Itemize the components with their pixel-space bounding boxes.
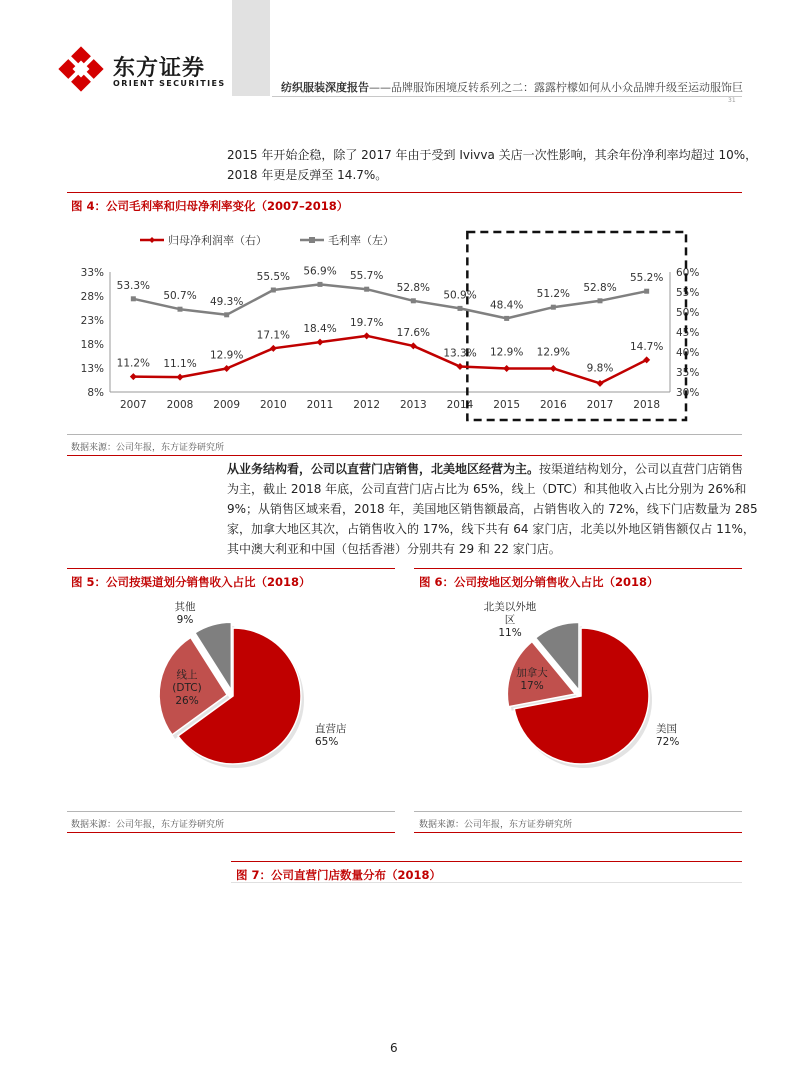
paragraph-line: 家，加拿大地区其次，占销售收入的 17%，线下共有 64 家门店，北美以外地区销售额仅占 11%， — [227, 522, 755, 536]
x-tick-label: 2008 — [166, 399, 194, 411]
right-tick-label: 35% — [676, 367, 700, 379]
left-tick-label: 8% — [87, 387, 104, 399]
pie-label: 17% — [520, 680, 544, 692]
fig6-top-rule — [414, 568, 742, 569]
gross-margin-data-label: 52.8% — [583, 281, 617, 294]
net-margin-point — [363, 332, 370, 339]
brand-name-cn: 东方证券 — [113, 56, 206, 81]
fig5-end-rule — [67, 832, 395, 833]
fig5-bottom-rule — [67, 811, 395, 812]
report-type: 纺织服装深度报告 — [281, 81, 369, 94]
right-tick-label: 45% — [676, 327, 700, 339]
paragraph-lead: 从业务结构看，公司以直营门店销售，北美地区经营为主。 — [227, 462, 540, 476]
gross-margin-point — [364, 287, 369, 292]
net-margin-point — [177, 374, 184, 381]
paragraph-line: 为主，截止 2018 年底，公司直营门店占比为 65%，线上（DTC）和其他收入占比分别为 26%和 — [227, 482, 747, 496]
net-margin-data-label: 13.3% — [443, 347, 477, 360]
fig4-title: 图 4：公司毛利率和归母净利率变化（2007–2018） — [71, 199, 349, 213]
pie-label: 区 — [504, 614, 516, 626]
gross-margin-data-label: 55.5% — [256, 271, 291, 283]
gross-margin-point — [178, 307, 183, 312]
paragraph-line: 2018 年更是反弹至 14.7%。 — [227, 168, 388, 182]
pie-label: 11% — [498, 627, 522, 639]
right-tick-label: 50% — [676, 307, 700, 319]
paragraph-business-structure — [227, 459, 758, 559]
fig5-title: 图 5：公司按渠道划分销售收入占比（2018） — [71, 575, 311, 589]
fig7-sub-rule — [231, 882, 742, 883]
right-tick-label: 60% — [676, 267, 700, 279]
fig5-top-rule — [67, 568, 395, 569]
left-tick-label: 23% — [80, 315, 104, 327]
fig7-top-rule — [231, 861, 742, 862]
gross-margin-data-label: 48.4% — [489, 299, 524, 312]
fig5-source: 数据来源：公司年报，东方证券研究所 — [71, 820, 225, 830]
pie-label: 加拿大 — [516, 667, 548, 679]
paragraph-line: 从业务结构看，公司以直营门店销售，北美地区经营为主。按渠道结构划分，公司以直营门店销售 — [227, 462, 744, 476]
fig6-end-rule — [414, 832, 742, 833]
gross-margin-point — [411, 298, 416, 303]
x-tick-label: 2010 — [259, 399, 287, 411]
pie-label: 美国 — [656, 723, 677, 735]
fig4-end-rule — [67, 455, 742, 456]
x-tick-label: 2011 — [306, 399, 334, 411]
header-divider — [272, 96, 742, 97]
x-tick-label: 2016 — [539, 399, 567, 411]
logo-diamond-icon — [56, 44, 106, 94]
net-margin-point — [550, 365, 557, 372]
gross-margin-data-label: 53.3% — [116, 279, 151, 292]
fig5-pie-chart — [67, 592, 395, 807]
fig6-bottom-rule — [414, 811, 742, 812]
report-subtitle: ——品牌服饰困境反转系列之二：露露柠檬如何从小众品牌升级至运动服饰巨 — [369, 81, 743, 94]
legend-marker — [309, 237, 315, 243]
gross-margin-point — [504, 316, 509, 321]
pie-label: 26% — [175, 695, 199, 707]
gross-margin-point — [318, 282, 323, 287]
x-tick-label: 2009 — [213, 399, 241, 411]
net-margin-point — [503, 365, 510, 372]
x-tick-label: 2012 — [353, 399, 381, 411]
x-tick-label: 2014 — [446, 399, 474, 411]
pie-label: 北美以外地 — [483, 601, 537, 613]
fig4-top-rule — [67, 192, 742, 193]
legend-label: 毛利率（左） — [328, 234, 394, 247]
gross-margin-data-label: 52.8% — [396, 281, 431, 294]
gross-margin-data-label: 50.7% — [163, 290, 197, 303]
fig6-source: 数据来源：公司年报，东方证券研究所 — [419, 820, 573, 830]
net-margin-point — [130, 373, 137, 380]
report-title — [281, 79, 743, 95]
x-tick-label: 2013 — [399, 399, 427, 411]
fig4-source: 数据来源：公司年报，东方证券研究所 — [71, 443, 225, 453]
net-margin-data-label: 12.9% — [536, 346, 571, 359]
gross-margin-data-label: 50.9% — [443, 289, 477, 302]
left-tick-label: 28% — [80, 291, 104, 303]
gross-margin-point — [271, 288, 276, 293]
net-margin-data-label: 9.8% — [586, 362, 614, 375]
pie-label: 其他 — [174, 601, 196, 613]
gross-margin-point — [551, 305, 556, 310]
net-margin-data-label: 17.6% — [396, 326, 431, 339]
header-tiny-number: 31 — [728, 97, 736, 104]
gross-margin-point — [224, 312, 229, 317]
legend-label: 归母净利润率（右） — [168, 234, 267, 247]
net-margin-point — [270, 345, 277, 352]
right-tick-label: 40% — [676, 347, 700, 359]
net-margin-data-label: 11.1% — [163, 358, 197, 371]
net-margin-data-label: 14.7% — [629, 340, 664, 353]
left-tick-label: 18% — [80, 339, 104, 351]
gross-margin-data-label: 49.3% — [209, 295, 244, 308]
net-margin-data-label: 12.9% — [489, 346, 524, 359]
pie-label: 线上 — [176, 669, 198, 681]
left-tick-label: 33% — [80, 267, 104, 279]
pie-label: 9% — [176, 614, 194, 626]
gross-margin-point — [458, 306, 463, 311]
x-tick-label: 2007 — [119, 399, 147, 411]
pie-label: (DTC) — [172, 682, 202, 694]
x-tick-label: 2017 — [586, 399, 614, 411]
gross-margin-point — [598, 298, 603, 303]
gross-margin-point — [131, 296, 136, 301]
net-margin-data-label: 19.7% — [349, 316, 384, 329]
net-margin-point — [317, 339, 324, 346]
paragraph-net-margin — [227, 145, 757, 185]
gross-margin-data-label: 56.9% — [303, 265, 337, 278]
fig7-title: 图 7：公司直营门店数量分布（2018） — [236, 868, 442, 882]
pie-label: 72% — [656, 736, 680, 748]
fig6-title: 图 6：公司按地区划分销售收入占比（2018） — [419, 575, 659, 589]
right-tick-label: 55% — [676, 287, 700, 299]
pie-label: 65% — [315, 736, 339, 748]
brand-name-en: ORIENT SECURITIES — [113, 79, 226, 88]
net-margin-data-label: 18.4% — [303, 323, 337, 336]
fig4-bottom-rule — [67, 434, 742, 435]
gross-margin-data-label: 55.2% — [629, 272, 664, 285]
left-tick-label: 13% — [80, 363, 104, 375]
net-margin-point — [223, 365, 230, 372]
paragraph-line: 2015 年开始企稳，除了 2017 年由于受到 Ivivva 关店一次性影响，其余年份净利率均超过 10%， — [227, 148, 758, 162]
fig6-pie-chart — [414, 592, 742, 807]
paragraph-line: 9%；从销售区域来看，2018 年，美国地区销售额最高，占销售收入的 72%，线下门店数量为 285 — [227, 502, 758, 516]
net-margin-data-label: 11.2% — [116, 357, 151, 370]
pie-label: 直营店 — [315, 723, 347, 735]
net-margin-data-label: 17.1% — [256, 329, 291, 342]
fig4-line-chart — [66, 222, 746, 427]
gross-margin-data-label: 51.2% — [536, 288, 571, 301]
net-margin-data-label: 12.9% — [209, 349, 244, 362]
x-tick-label: 2015 — [493, 399, 521, 411]
right-tick-label: 30% — [676, 387, 700, 399]
x-tick-label: 2018 — [633, 399, 661, 411]
gross-margin-point — [644, 289, 649, 294]
header-grey-bar — [232, 0, 270, 96]
gross-margin-data-label: 55.7% — [349, 270, 384, 283]
legend-marker — [149, 237, 155, 243]
paragraph-line: 其中澳大利亚和中国（包括香港）分别共有 29 和 22 家门店。 — [227, 542, 561, 556]
company-logo — [56, 44, 106, 98]
page-number: 6 — [390, 1041, 398, 1055]
